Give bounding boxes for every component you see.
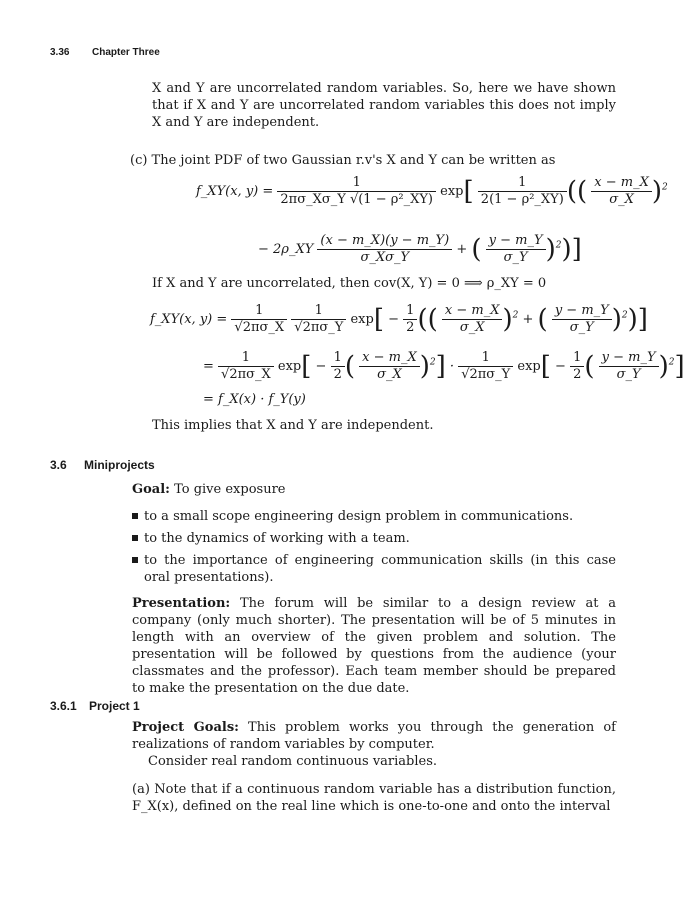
eq2-b-den: √2πσ_Y <box>294 320 344 335</box>
eq1-lhs: f_XY(x, y) = <box>196 184 274 199</box>
part-c-text: (c) The joint PDF of two Gaussian r.v's X and Y can be written as <box>130 153 556 168</box>
project-goals-paragraph <box>132 719 616 753</box>
equation-joint-pdf-line1: f_XY(x, y) = $\frac{1}{\text{2πσ\_Xσ\_Y √(1 − ρ²\_XY)}}$ exp[ $\frac{1}{\text{2(1 − ρ²\_XY)}}$ (( $\frac{x - m\_X}{\sigma\_X}$ )$^2$ <box>196 175 668 207</box>
chapter-title: Chapter Three <box>92 47 160 58</box>
consider-line: Consider real random continuous variables. <box>148 754 438 769</box>
eq2-line2-half-x-den: 2 <box>333 367 342 382</box>
eq1-exp: exp <box>440 184 464 199</box>
eq2-line2-half-y-num: 1 <box>570 350 584 367</box>
eq2-line2-b-den: √2πσ_Y <box>461 367 511 382</box>
list-item: to the dynamics of working with a team. <box>132 530 616 547</box>
eq2-line2-y-fraction <box>599 350 659 383</box>
eq2-line2-x-num: x − m_X <box>359 350 420 367</box>
eq1-inner-den: 2(1 − ρ²_XY) <box>480 192 564 207</box>
eq1-term1-fraction <box>591 175 652 208</box>
eq2-line2-half-x-num: 1 <box>331 350 345 367</box>
list-item: to the importance of engineering communication skills (in this case oral presentations). <box>132 552 616 586</box>
presentation-label: Presentation: <box>132 596 231 611</box>
equation-factored-line1: f_XY(x, y) = $\frac{1}{√2\pi\sigma\_X}$ $\frac{1}{√2\pi\sigma\_Y}$ exp[ − $\frac{1}{2}$ (( $\frac{x - m\_X}{\sigma\_X}$ )$^2$ + ( $\frac{y - m\_Y}{\sigma\_Y}$ )$^2$)] <box>150 303 648 335</box>
subsection-title: Project 1 <box>89 699 140 713</box>
eq2-x-den: σ_X <box>459 320 485 335</box>
eq1-cross-num: (x − m_X)(y − m_Y) <box>317 233 452 250</box>
part-a-text: (a) Note that if a continuous random variable has a distribution function, F_X(x), defined on the real line which is one-to-one and onto the interval <box>132 782 616 814</box>
eq2-b-fraction <box>291 303 346 336</box>
eq2-line2-exp-x: exp <box>277 359 302 374</box>
eq2-exp: exp <box>350 312 374 327</box>
eq1-inner-fraction <box>478 175 567 208</box>
eq2-line2-exp-y: exp <box>517 359 541 374</box>
equation-joint-pdf-line2: − 2ρ_XY $\frac{(x - m\_X)(y - m\_Y)}{\sigma\_X\sigma\_Y}$ + ( $\frac{y - m\_Y}{\sigma\_Y}$ )$^2$)] <box>258 233 582 265</box>
eq2-a-fraction <box>231 303 287 336</box>
eq2-line2-y-den: σ_Y <box>616 367 641 382</box>
eq2-line2-x-den: σ_X <box>377 367 402 382</box>
eq2-line2-half-x <box>331 350 345 383</box>
presentation-text: The forum will be similar to a design review at a company (only much shorter). The presentation will be of 5 minutes in length with an overview of the given problem and solution. The presentation will be followed by questions from the audience (your classmates and the professor). Each team member should be prepared to make the presentation on the due date. <box>132 596 616 696</box>
project-goals-text: This problem works you through the generation of realizations of random variables by computer. <box>132 720 616 752</box>
eq2-line2-a-den: √2πσ_X <box>221 367 271 382</box>
eq2-y-num: y − m_Y <box>552 303 612 320</box>
eq1-term1-num: x − m_X <box>591 175 652 192</box>
eq2-y-fraction <box>552 303 612 336</box>
list-item: to a small scope engineering design problem in communications. <box>132 508 616 525</box>
eq2-line2-x-fraction <box>359 350 420 383</box>
eq2-a-num: 1 <box>231 303 287 320</box>
page-number: 3.36 <box>50 47 70 58</box>
eq2-line2-a-fraction <box>218 350 274 383</box>
eq2-x-num: x − m_X <box>442 303 503 320</box>
eq1-normalizer-fraction <box>277 175 436 208</box>
presentation-paragraph <box>132 595 616 697</box>
goal-label: Goal: <box>132 482 170 497</box>
intro-paragraph: X and Y are uncorrelated random variables. So, here we have shown that if X and Y are uncorrelated random variables this does not imply X and Y are independent. <box>152 81 616 130</box>
independence-conclusion: This implies that X and Y are independent. <box>152 418 434 433</box>
eq2-a-den: √2πσ_X <box>234 320 285 335</box>
eq1-cross-fraction <box>317 233 452 266</box>
eq1-term2-fraction <box>486 233 546 266</box>
eq2-y-den: σ_Y <box>569 320 594 335</box>
eq1-term1-den: σ_X <box>609 192 634 207</box>
eq1-term2-den: σ_Y <box>503 250 528 265</box>
eq1-term2-num: y − m_Y <box>486 233 546 250</box>
eq2-half-den: 2 <box>406 320 415 335</box>
eq1-line2-prefix: − 2ρ_XY <box>258 242 314 257</box>
eq1-normalizer-den: 2πσ_Xσ_Y √(1 − ρ²_XY) <box>280 192 433 207</box>
eq2-x-fraction <box>442 303 503 336</box>
eq1-inner-num: 1 <box>478 175 567 192</box>
eq2-lhs: f_XY(x, y) = <box>150 312 228 327</box>
goal-text: To give exposure <box>174 482 286 497</box>
project-goals-label: Project Goals: <box>132 720 239 735</box>
eq2-line2-y-num: y − m_Y <box>599 350 659 367</box>
equation-factored-line2: = $\frac{1}{√2\pi\sigma\_X}$ exp[ − $\frac{1}{2}$ ( $\frac{x - m\_X}{\sigma\_X}$ )$^2$] · $\frac{1}{√2\pi\sigma\_Y}$ exp[ − $\frac{1}{2}$ ( $\frac{y - m\_Y}{\sigma\_Y}$ )$^2$] <box>203 350 685 382</box>
eq2-line2-a-num: 1 <box>218 350 274 367</box>
eq2-line2-half-y <box>570 350 584 383</box>
eq1-cross-den: σ_Xσ_Y <box>360 250 410 265</box>
goal-line <box>132 481 616 498</box>
subsection-number: 3.6.1 <box>50 699 77 713</box>
section-title: Miniprojects <box>84 458 155 472</box>
eq1-normalizer-num: 1 <box>277 175 436 192</box>
equation-factored-line3: = f_X(x) · f_Y(y) <box>203 392 306 407</box>
eq2-line2-half-y-den: 2 <box>573 367 582 382</box>
eq2-half-num: 1 <box>403 303 417 320</box>
goal-bullet-list <box>132 508 616 591</box>
uncorrelated-statement: If X and Y are uncorrelated, then cov(X, Y) = 0 ⟹ ρ_XY = 0 <box>152 276 547 291</box>
eq2-line2-b-fraction <box>458 350 513 383</box>
eq2-b-num: 1 <box>291 303 346 320</box>
section-number: 3.6 <box>50 458 67 472</box>
eq2-line2-b-num: 1 <box>458 350 513 367</box>
eq2-half-fraction <box>403 303 417 336</box>
